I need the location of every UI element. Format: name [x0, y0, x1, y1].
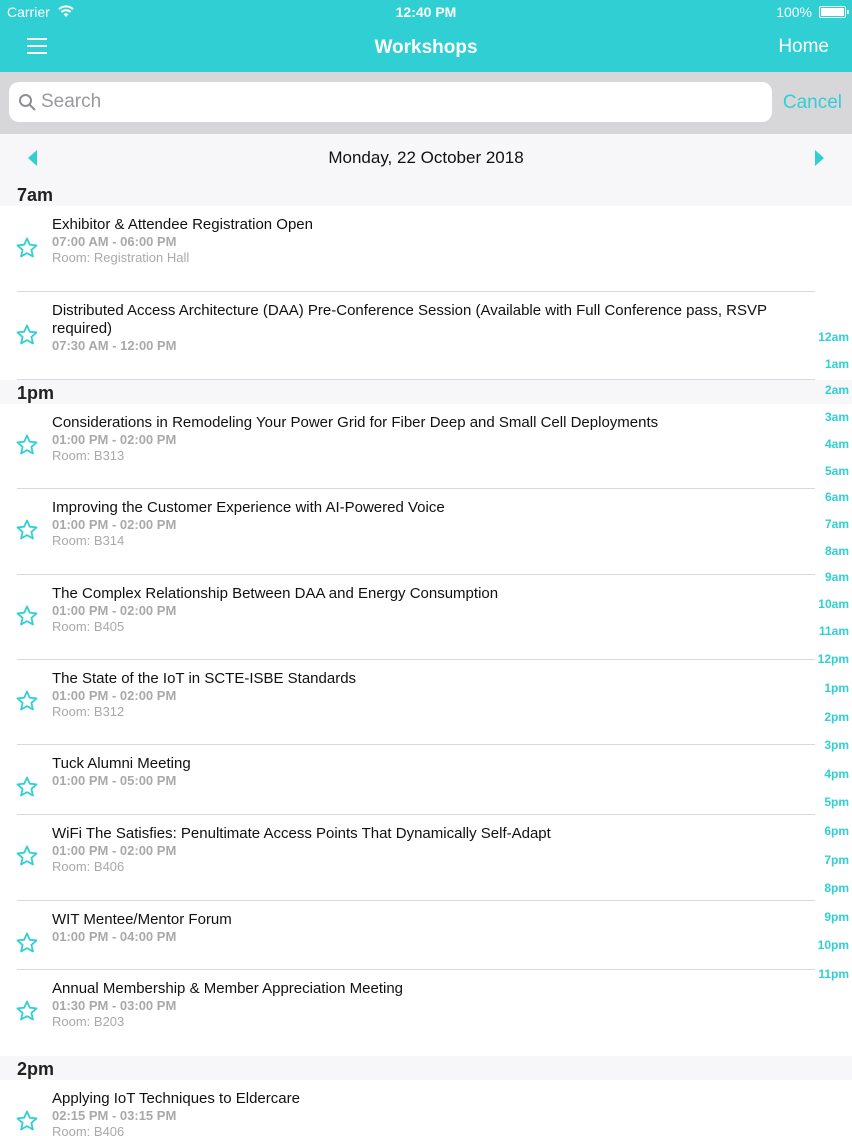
session-row[interactable] — [0, 660, 852, 745]
hour-index-item[interactable]: 4am — [824, 436, 849, 451]
session-room: Room: B313 — [52, 448, 125, 463]
hour-index-item[interactable]: 2am — [824, 383, 849, 398]
session-time: 07:00 AM - 06:00 PM — [52, 234, 177, 249]
session-time: 01:00 PM - 02:00 PM — [52, 843, 177, 858]
hour-index-item[interactable]: 6pm — [824, 823, 849, 838]
carrier-label: Carrier — [7, 4, 50, 20]
session-room: Room: B203 — [52, 1014, 125, 1029]
hour-index-item[interactable]: 7pm — [824, 852, 849, 867]
hour-index-item[interactable]: 3pm — [824, 738, 849, 753]
favorite-star-icon[interactable] — [15, 775, 39, 799]
section-header: 7am — [0, 182, 852, 206]
navigation-bar — [0, 0, 852, 72]
session-time: 01:00 PM - 02:00 PM — [52, 688, 177, 703]
status-bar — [0, 0, 852, 24]
status-time: 12:40 PM — [395, 4, 457, 20]
hour-index-item[interactable]: 1pm — [824, 680, 849, 695]
session-title: Improving the Customer Experience with AI-Powered Voice — [52, 499, 445, 516]
hour-index-item[interactable]: 5am — [824, 463, 849, 478]
favorite-star-icon[interactable] — [15, 323, 39, 347]
session-title: Distributed Access Architecture (DAA) Pre-Conference Session (Available with Full Conference pass, RSVP required) — [52, 302, 767, 337]
search-bar — [0, 72, 852, 134]
session-title: Tuck Alumni Meeting — [52, 755, 191, 772]
hour-index-item[interactable]: 12am — [818, 330, 849, 344]
session-time: 01:30 PM - 03:00 PM — [52, 998, 177, 1013]
session-title: Annual Membership & Member Appreciation Meeting — [52, 980, 404, 997]
home-button[interactable]: Home — [778, 36, 829, 57]
battery-percent: 100% — [776, 4, 812, 20]
hour-index-item[interactable]: 1am — [824, 356, 849, 371]
hour-index-item[interactable]: 9am — [824, 570, 849, 585]
session-time: 01:00 PM - 02:00 PM — [52, 603, 177, 618]
section-header: 1pm — [0, 380, 852, 404]
section-header: 2pm — [0, 1056, 852, 1080]
session-row[interactable] — [0, 489, 852, 575]
date-navigator — [0, 134, 852, 182]
hour-index-item[interactable]: 3am — [824, 410, 849, 425]
hour-index-item[interactable]: 10am — [818, 597, 849, 611]
search-icon — [18, 93, 36, 111]
hour-index-item[interactable]: 11am — [818, 623, 849, 638]
hour-index-item[interactable]: 6am — [824, 490, 849, 505]
session-row[interactable] — [0, 1080, 852, 1136]
session-room: Room: Registration Hall — [52, 250, 190, 265]
current-date: Monday, 22 October 2018 — [328, 148, 524, 167]
session-time: 01:00 PM - 02:00 PM — [52, 432, 177, 447]
favorite-star-icon[interactable] — [15, 931, 39, 955]
session-title: Considerations in Remodeling Your Power Grid for Fiber Deep and Small Cell Deployments — [52, 414, 659, 431]
hour-index-item[interactable]: 5pm — [824, 795, 849, 810]
search-field[interactable] — [9, 82, 772, 122]
hour-index-item[interactable]: 10pm — [817, 938, 849, 953]
favorite-star-icon[interactable] — [15, 236, 39, 260]
session-title: Applying IoT Techniques to Eldercare — [52, 1090, 300, 1107]
battery-icon — [819, 6, 846, 18]
session-title: Exhibitor & Attendee Registration Open — [52, 216, 313, 233]
favorite-star-icon[interactable] — [15, 1109, 39, 1133]
session-list — [0, 182, 852, 1136]
session-room: Room: B406 — [52, 1124, 125, 1136]
session-row[interactable] — [0, 970, 852, 1056]
favorite-star-icon[interactable] — [15, 999, 39, 1023]
favorite-star-icon[interactable] — [15, 844, 39, 868]
session-title: WIT Mentee/Mentor Forum — [52, 911, 232, 928]
session-row[interactable] — [0, 901, 852, 970]
session-title: The State of the IoT in SCTE-ISBE Standards — [52, 670, 357, 687]
session-title: WiFi The Satisfies: Penultimate Access Points That Dynamically Self-Adapt — [52, 825, 551, 842]
next-day-icon[interactable] — [815, 150, 824, 166]
hour-index-item[interactable]: 11pm — [818, 966, 849, 981]
hour-index-item[interactable]: 12pm — [817, 652, 849, 667]
hour-index-item[interactable]: 8am — [824, 543, 849, 558]
page-title: Workshops — [374, 37, 478, 58]
session-row[interactable] — [0, 404, 852, 489]
favorite-star-icon[interactable] — [15, 604, 39, 628]
hour-index-item[interactable]: 4pm — [824, 766, 849, 781]
session-time: 01:00 PM - 02:00 PM — [52, 517, 177, 532]
favorite-star-icon[interactable] — [15, 518, 39, 542]
session-row[interactable] — [0, 292, 852, 380]
session-room: Room: B405 — [52, 619, 125, 634]
search-input[interactable] — [41, 82, 761, 122]
session-row[interactable] — [0, 745, 852, 815]
session-room: Room: B406 — [52, 859, 125, 874]
cancel-button[interactable]: Cancel — [782, 92, 842, 113]
session-row[interactable] — [0, 575, 852, 660]
favorite-star-icon[interactable] — [15, 689, 39, 713]
session-time: 02:15 PM - 03:15 PM — [52, 1108, 177, 1123]
favorite-star-icon[interactable] — [15, 433, 39, 457]
session-title: The Complex Relationship Between DAA and Energy Consumption — [52, 585, 499, 602]
session-room: Room: B314 — [52, 533, 125, 548]
session-room: Room: B312 — [52, 704, 125, 719]
session-time: 01:00 PM - 04:00 PM — [52, 929, 177, 944]
hour-index-item[interactable]: 7am — [824, 516, 849, 531]
hour-index-item[interactable]: 9pm — [824, 909, 849, 924]
session-row[interactable] — [0, 815, 852, 901]
session-time: 07:30 AM - 12:00 PM — [52, 338, 177, 353]
hour-index-item[interactable]: 2pm — [824, 709, 849, 724]
hour-index-item[interactable]: 8pm — [824, 881, 849, 896]
session-time: 01:00 PM - 05:00 PM — [52, 773, 177, 788]
session-row[interactable] — [0, 206, 852, 292]
